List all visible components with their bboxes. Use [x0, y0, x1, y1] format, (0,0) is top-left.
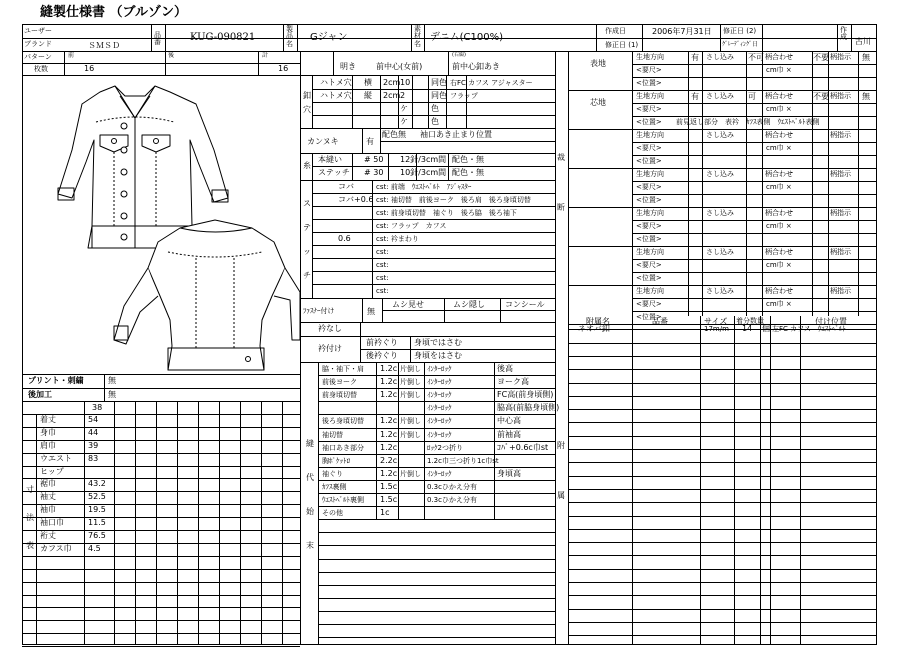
bartack-label: カンヌキ	[307, 137, 339, 146]
item-no-value: KUG-090821	[190, 32, 256, 43]
fastener-option: ムシ隠し	[453, 300, 485, 309]
cutting-side-char: 裁	[557, 153, 565, 162]
bartack-position: 袖口あき止まり位置	[420, 130, 492, 139]
grain-label: 生地方向	[636, 209, 664, 217]
print-direction-label: 柄指示	[830, 131, 851, 139]
thread-type: ステッチ	[318, 168, 350, 177]
thread-color: 配色・無	[452, 155, 484, 164]
nesting-value: 不可	[748, 53, 764, 62]
sewing-side-char: 代	[306, 473, 314, 482]
fabric-width-label: cm巾 ×	[766, 222, 792, 230]
made-date-label: 作成日	[605, 27, 626, 35]
collar-part: 前衿ぐり	[366, 338, 398, 347]
seam-allowance: 1.2c	[380, 442, 398, 452]
item-no-label: 品番	[154, 31, 161, 46]
stitch-location: cst: 前身頃切替 袖ぐり 後ろ脇 後ろ袖下	[376, 209, 517, 217]
thread-density: 12針/3cm間	[400, 155, 447, 164]
pattern-match-label: 柄合わせ	[765, 170, 793, 178]
seam-press: 片倒し	[400, 430, 421, 439]
seam-note: 後高	[497, 364, 513, 373]
seam-finish: ｲﾝﾀｰﾛｯｸ	[427, 391, 452, 400]
required-length-label: <要尺>	[636, 105, 662, 113]
nesting-label: さし込み	[706, 209, 734, 217]
buttonhole-color: 色	[431, 104, 439, 113]
author-value: 古川	[855, 37, 871, 46]
position-label: <位置>	[636, 118, 662, 126]
size-value: 38	[92, 403, 103, 412]
nesting-label: さし込み	[706, 131, 734, 139]
pattern-match-label: 柄合わせ	[765, 248, 793, 256]
grain-label: 生地方向	[636, 131, 664, 139]
fabric-width-label: cm巾 ×	[766, 66, 792, 74]
measure-value: 4.5	[88, 543, 101, 553]
seam-note: ヨーク高	[497, 377, 529, 387]
attachment-unit: 個	[762, 324, 770, 334]
stitch-location: cst: 前端 ｳｴｽﾄﾍﾞﾙﾄ ｱｼﾞｬｽﾀｰ	[376, 183, 472, 191]
print-direction-label: 柄指示	[830, 248, 851, 256]
post-process-label: 後加工	[28, 390, 52, 399]
attachment-header: サイズ	[704, 317, 728, 326]
nesting-label: さし込み	[706, 53, 734, 61]
print-direction-label: 柄指示	[830, 287, 851, 295]
seam-note: 前袖高	[497, 429, 521, 439]
pattern-match-label: 柄合わせ	[765, 287, 793, 295]
document-title: 縫製仕様書 （ブルゾン）	[40, 5, 188, 20]
seam-part: 袖切替	[322, 430, 343, 439]
buttonhole-position: 右FC カフス アジャスター	[450, 79, 533, 87]
stitch-location: cst:	[376, 287, 389, 295]
button-side-char: 釦	[303, 91, 311, 100]
sheets-label: 枚数	[34, 65, 48, 73]
measure-value: 19.5	[88, 505, 106, 515]
no-collar-label: 衿なし	[318, 324, 342, 333]
grain-value: 有	[691, 92, 699, 101]
pattern-match-label: 柄合わせ	[765, 209, 793, 217]
opening-value: 前中心(女前)	[376, 62, 423, 71]
print-direction-label: 柄指示	[830, 92, 851, 100]
print-label: プリント・刺繍	[28, 376, 84, 385]
nesting-label: さし込み	[706, 248, 734, 256]
nesting-value: 可	[748, 92, 756, 101]
seam-finish: ｲﾝﾀｰﾛｯｸ	[427, 378, 452, 387]
total-label: 計	[262, 52, 269, 59]
position-label: <位置>	[636, 313, 662, 321]
measure-name: 身巾	[40, 427, 56, 437]
sewing-side-char: 縫	[306, 439, 314, 448]
button-side-char: 穴	[303, 105, 311, 114]
seam-note: 脇高(前脇身頃側)	[497, 403, 560, 413]
revision2-label: 修正日 (2)	[723, 27, 757, 35]
required-length-label: <要尺>	[636, 183, 662, 191]
fastener-value: 無	[367, 307, 375, 316]
stitch-width: コバ+0.6	[338, 195, 374, 204]
seam-note: FC高(前身頃側)	[497, 390, 554, 400]
material-value: デニム(C100%)	[430, 32, 503, 43]
measure-value: 39	[88, 440, 99, 450]
thread-side-char: 糸	[303, 161, 311, 170]
seam-part: 前身頃切替	[322, 391, 357, 400]
front-label: 前	[68, 52, 75, 59]
measure-value: 52.5	[88, 492, 106, 502]
required-length-label: <要尺>	[636, 144, 662, 152]
stitch-side-char: ス	[303, 199, 311, 208]
buttonhole-qty: ケ	[400, 104, 408, 113]
collar-part: 後衿ぐり	[366, 351, 398, 360]
fastener-option: ムシ見せ	[392, 300, 424, 309]
seam-part: 前後ヨーク	[322, 378, 357, 387]
stitch-side-char: テ	[303, 223, 311, 232]
fabric-name: 表地	[590, 59, 606, 68]
required-length-label: <要尺>	[636, 222, 662, 230]
seam-allowance: 1c	[380, 508, 390, 518]
attachment-header: 附属名	[586, 317, 610, 326]
attachment-name: ネオバ釦	[578, 324, 610, 334]
stitch-location: cst: 袖切替 前後ヨーク 後ろ肩 後ろ身頃切替	[376, 196, 531, 204]
stitch-location: cst:	[376, 261, 389, 269]
measure-value: 11.5	[88, 518, 106, 528]
fabric-width-label: cm巾 ×	[766, 183, 792, 191]
stitch-width: 0.6	[338, 234, 351, 243]
stitch-side-char: ッ	[303, 247, 311, 256]
buttonhole-color: 色	[431, 117, 439, 126]
brand-label: ブランド	[24, 40, 52, 48]
stitch-width: コバ	[338, 182, 354, 191]
seam-note: ｺﾊﾞ+0.6c巾st	[497, 442, 549, 452]
required-length-label: <要尺>	[636, 261, 662, 269]
position-label: <位置>	[636, 235, 662, 243]
position-label: <位置>	[636, 196, 662, 204]
back-label: 後	[168, 52, 175, 59]
seam-press: 片倒し	[400, 365, 421, 373]
seam-press: 片倒し	[400, 391, 421, 400]
print-direction-label: 柄指示	[830, 170, 851, 178]
attachment-header: 着分数量	[736, 317, 764, 325]
seam-finish: 1.2c巾三つ折り1c巾st	[427, 456, 499, 465]
pattern-match-label: 柄合わせ	[765, 53, 793, 61]
position-label: <位置>	[636, 274, 662, 282]
seam-press: 片倒し	[400, 469, 421, 478]
seam-finish: ﾛｯｸ2つ折り	[427, 443, 463, 452]
seam-part: ｶﾌｽ裏側	[322, 482, 347, 491]
grain-label: 生地方向	[636, 53, 664, 61]
grain-label: 生地方向	[636, 287, 664, 295]
buttonhole-color: 同色	[431, 91, 447, 100]
required-length-label: <要尺>	[636, 300, 662, 308]
position-value: 前見返し部分 表衿 ｶﾌｽ表側 ｳｴｽﾄﾍﾞﾙﾄ表側	[676, 118, 820, 126]
stitch-location: cst: 衿まわり	[376, 235, 419, 243]
position-label: <位置>	[636, 79, 662, 87]
seam-part: ｳｴｽﾄﾍﾞﾙﾄ裏側	[322, 496, 364, 504]
attachment-header: 品番	[652, 317, 668, 326]
seam-allowance: 1.5c	[380, 481, 398, 491]
user-label: ユーザー	[24, 27, 52, 35]
seam-part: 袖ぐり	[322, 469, 343, 478]
opening-label: 明き	[340, 62, 356, 71]
thread-color: 配色・無	[452, 168, 484, 177]
sewing-side-char: 末	[306, 541, 314, 550]
buttonhole-type: ハトメ穴	[320, 91, 352, 100]
seam-part: 袖口あき部分	[322, 443, 364, 452]
buttonhole-dir: 縦	[364, 91, 372, 100]
attachment-size: 17m/m	[704, 325, 729, 334]
pattern-count: 16	[84, 64, 95, 73]
stitch-location: cst: フラップ カフス	[376, 222, 447, 230]
print-value: 無	[108, 376, 116, 385]
measure-name: 裄丈	[40, 531, 56, 540]
buttonhole-qty: ケ	[400, 117, 408, 126]
collar-attach-label: 衿付け	[318, 344, 342, 353]
grain-label: 生地方向	[636, 248, 664, 256]
grain-value: 有	[691, 53, 699, 62]
measure-name: 袖口巾	[40, 518, 64, 528]
grading-date-label: ｸﾞﾚｰﾃﾞｨﾝｸﾞ日	[722, 41, 759, 48]
buttonhole-type: ハトメ穴	[320, 78, 352, 87]
print-direction-label: 柄指示	[830, 209, 851, 217]
author-label: 作成	[840, 26, 847, 42]
seam-allowance: 1.2c	[380, 468, 398, 478]
pattern-match-value: 不要	[813, 92, 829, 101]
measure-name: 裾巾	[40, 479, 56, 489]
cutting-side-char: 断	[557, 203, 565, 212]
size-side-char: 表	[26, 541, 34, 550]
seam-allowance: 1.2c	[380, 364, 398, 373]
thread-type: 本縫い	[318, 155, 342, 164]
seam-allowance: 2.2c	[380, 455, 398, 465]
measure-name: ヒップ	[40, 466, 64, 476]
total-count: 16	[278, 64, 289, 73]
stitch-location: cst:	[376, 274, 389, 282]
fastener-option: コンシール	[505, 300, 545, 309]
fabric-name: 芯地	[590, 98, 606, 107]
seam-part: 後ろ身頃切替	[322, 417, 364, 426]
seam-finish: ｲﾝﾀｰﾛｯｸ	[427, 365, 452, 373]
right-side-value: 前中心釦あき	[452, 62, 500, 71]
buttonhole-size: 2cm	[383, 78, 401, 87]
seam-finish: ｲﾝﾀｰﾛｯｸ	[427, 404, 452, 413]
measure-value: 44	[88, 427, 99, 437]
seam-finish: ｲﾝﾀｰﾛｯｸ	[427, 430, 452, 439]
measure-value: 83	[88, 453, 99, 463]
bartack-color: 配色無	[382, 130, 406, 139]
stitch-side-char: チ	[303, 271, 311, 280]
print-direction-value: 無	[862, 53, 870, 62]
seam-allowance: 1.2c	[380, 416, 398, 426]
seam-part: その他	[322, 509, 343, 518]
seam-part: 胸ﾎﾟｹｯﾄﾛ	[322, 456, 350, 465]
grain-label: 生地方向	[636, 92, 664, 100]
pattern-match-label: 柄合わせ	[765, 131, 793, 139]
pattern-match-label: 柄合わせ	[765, 92, 793, 100]
right-side-note: (右綴)	[452, 52, 466, 58]
collar-method: 身頃ではさむ	[414, 338, 462, 347]
measure-name: 着丈	[40, 414, 56, 424]
collar-method: 身頃をはさむ	[414, 351, 462, 360]
fabric-width-label: cm巾 ×	[766, 261, 792, 269]
seam-allowance: 1.2c	[380, 390, 398, 400]
seam-finish: ｲﾝﾀｰﾛｯｸ	[427, 417, 452, 426]
fabric-width-label: cm巾 ×	[766, 105, 792, 113]
seam-allowance: 1.2c	[380, 429, 398, 439]
seam-allowance: 1.5c	[380, 495, 398, 504]
grain-label: 生地方向	[636, 170, 664, 178]
attachment-header: 付け位置	[815, 317, 847, 326]
attachment-position: 左FC カフス ｳｴｽﾄﾍﾞﾙﾄ	[772, 325, 846, 334]
bartack-value: 有	[366, 137, 374, 146]
seam-finish: ｲﾝﾀｰﾛｯｸ	[427, 469, 452, 478]
fabric-width-label: cm巾 ×	[766, 300, 792, 308]
pattern-label: パターン	[24, 53, 52, 61]
measure-value: 43.2	[88, 479, 106, 489]
print-direction-label: 柄指示	[830, 53, 851, 61]
seam-finish: 0.3cひかえ分有	[427, 496, 477, 504]
seam-part: 脇・袖下・肩	[322, 365, 364, 373]
buttonhole-qty: 10	[400, 78, 411, 87]
attachment-qty: 14	[742, 324, 753, 334]
attachment-side-char: 属	[557, 491, 565, 500]
brand-value: ＳＭＳＤ	[88, 41, 120, 50]
buttonhole-dir: 横	[364, 78, 372, 87]
buttonhole-qty: 2	[400, 91, 406, 100]
measure-name: ウエスト	[40, 453, 72, 463]
product-name-value: Gジャン	[310, 32, 348, 43]
measure-name: 袖巾	[40, 505, 56, 515]
size-side-char: 寸	[26, 485, 34, 494]
print-direction-value: 無	[862, 92, 870, 101]
seam-note: 身頃高	[497, 468, 521, 478]
measure-name: 肩巾	[40, 440, 56, 450]
material-label: 素材名	[414, 25, 421, 48]
seam-note: 中心高	[497, 416, 521, 426]
seam-press: 片倒し	[400, 378, 421, 387]
thread-number: # 50	[364, 155, 384, 164]
stitch-location: cst:	[376, 248, 389, 256]
post-process-value: 無	[108, 390, 116, 399]
nesting-label: さし込み	[706, 287, 734, 295]
measure-name: カフス巾	[40, 543, 72, 553]
seam-allowance: 1.2c	[380, 377, 398, 387]
position-label: <位置>	[636, 157, 662, 165]
seam-press: 片倒し	[400, 417, 421, 426]
fastener-label: ﾌｧｽﾅｰ付け	[303, 307, 335, 315]
buttonhole-size: 2cm	[383, 91, 401, 100]
size-side-char: 法	[26, 513, 34, 522]
buttonhole-color: 同色	[431, 78, 447, 87]
required-length-label: <要尺>	[636, 66, 662, 74]
thread-density: 10針/3cm間	[400, 168, 447, 177]
seam-finish: 0.3cひかえ分有	[427, 482, 477, 491]
attachment-side-char: 附	[557, 441, 565, 450]
buttonhole-position: フラップ	[450, 92, 478, 100]
pattern-match-value: 不要	[813, 53, 829, 62]
made-date: 2006年7月31日	[652, 27, 712, 36]
product-name-label: 製品名	[286, 25, 293, 48]
revision1-label: 修正日 (1)	[605, 41, 639, 49]
fabric-width-label: cm巾 ×	[766, 144, 792, 152]
measure-value: 76.5	[88, 531, 106, 540]
nesting-label: さし込み	[706, 170, 734, 178]
sewing-side-char: 始	[306, 507, 314, 516]
nesting-label: さし込み	[706, 92, 734, 100]
thread-number: # 30	[364, 168, 384, 177]
measure-value: 54	[88, 414, 99, 424]
measure-name: 袖丈	[40, 492, 56, 502]
